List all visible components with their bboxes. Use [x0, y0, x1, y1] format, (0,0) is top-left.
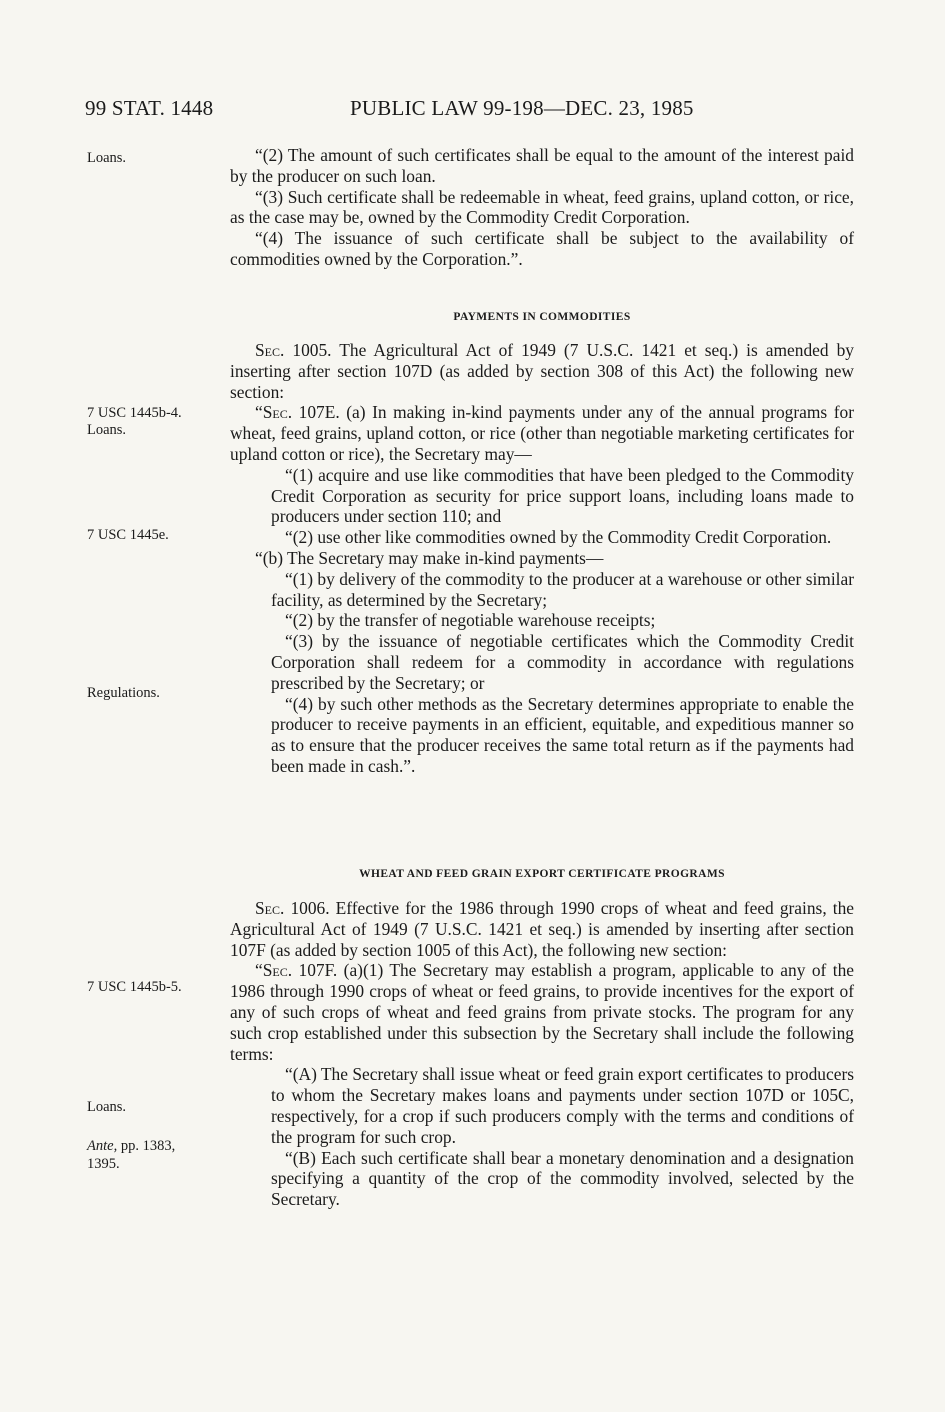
- paragraph: “(B) Each such certificate shall bear a monetary denomination and a designation specifying a quantity of the crop of the commodity involved, selected by the Secretary.: [271, 1147, 854, 1210]
- paragraph: [230, 960, 854, 1064]
- body-block-1: [230, 145, 854, 270]
- paragraph: [230, 340, 854, 402]
- sec-text: 107E. (a) In making in-kind payments under any of the annual programs for wheat, feed grains, upland cotton, or rice (other than negotiable marketing certificates for upland cotton or rice), the Secretary may—: [230, 402, 854, 464]
- margin-note-ante-page: 1395.: [87, 1156, 120, 1172]
- sec-text: 1006. Effective for the 1986 through 1990 crops of wheat and feed grains, the Agricultural Act of 1949 (7 U.S.C. 1421 et seq.) is amended by inserting after section 107F (as added by section 1005 of this Act), the following new section:: [230, 898, 854, 960]
- sec-text: 107F. (a)(1) The Secretary may establish a program, applicable to any of the 1986 through 1990 crops of wheat or feed grains, to provide incentives for the export of any of such crops of wheat and feed grains from private stocks. The program for any such crop established under this subsection by the Secretary shall include the following terms:: [230, 960, 854, 1064]
- paragraph: “(3) by the issuance of negotiable certificates which the Commodity Credit Corporation shall redeem for a commodity in accordance with regulations prescribed by the Secretary; or: [271, 631, 854, 693]
- margin-note-loans: Loans.: [87, 150, 127, 166]
- paragraph: “(2) use other like commodities owned by the Commodity Credit Corporation.: [285, 527, 832, 548]
- paragraph: “(1) acquire and use like commodities that have been pledged to the Commodity Credit Corporation as security for price support loans, including loans made to producers under section 110; and: [271, 464, 854, 527]
- margin-note-regulations: Regulations.: [87, 685, 160, 701]
- sec-label: Sec.: [255, 898, 285, 918]
- ante-italic: Ante,: [87, 1138, 118, 1154]
- section-heading: PAYMENTS IN COMMODITIES: [453, 311, 631, 323]
- paragraph: “(2) by the transfer of negotiable warehouse receipts;: [285, 610, 656, 631]
- margin-note-loans: Loans.: [87, 422, 127, 438]
- running-head: PUBLIC LAW 99-198—DEC. 23, 1985: [350, 96, 694, 120]
- margin-note-ante: [87, 1137, 217, 1155]
- margin-note-loans: Loans.: [87, 1099, 127, 1115]
- page-reference: 99 STAT. 1448: [85, 96, 214, 120]
- paragraph: “(4) by such other methods as the Secretary determines appropriate to enable the producer to receive payments in an efficient, equitable, and expeditious manner so as to ensure that the producer receives the same total return as if the payments had been made in cash.”.: [271, 693, 854, 776]
- margin-note-usc: 7 USC 1445b-4.: [87, 405, 182, 421]
- sec-label: Sec.: [255, 340, 285, 360]
- paragraph: “(2) The amount of such certificates shall be equal to the amount of the interest paid by the producer on such loan.: [230, 145, 854, 186]
- paragraph: “(A) The Secretary shall issue wheat or feed grain export certificates to producers to whom the Secretary makes loans and payments under section 107D or 105C, respectively, for a crop if such producers comply with the terms and conditions of the program for such crop.: [271, 1064, 854, 1147]
- sec-text: 1005. The Agricultural Act of 1949 (7 U.S.C. 1421 et seq.) is amended by inserting after section 107D (as added by section 308 of this Act) the following new section:: [230, 340, 854, 402]
- margin-note-usc: 7 USC 1445e.: [87, 527, 169, 543]
- paragraph: [230, 402, 854, 464]
- ante-pages: pp. 1383,: [117, 1138, 176, 1154]
- paragraph: “(4) The issuance of such certificate shall be subject to the availability of commodities owned by the Corporation.”.: [230, 228, 854, 269]
- sec-label: “Sec.: [255, 960, 293, 981]
- paragraph: “(1) by delivery of the commodity to the producer at a warehouse or other similar facility, as determined by the Secretary;: [271, 568, 854, 610]
- paragraph: [230, 898, 854, 960]
- section-heading: WHEAT AND FEED GRAIN EXPORT CERTIFICATE PROGRAMS: [359, 868, 725, 880]
- sec-label: “Sec.: [255, 402, 293, 423]
- paragraph: “(3) Such certificate shall be redeemable in wheat, feed grains, upland cotton, or rice, as the case may be, owned by the Commodity Credit Corporation.: [230, 186, 854, 228]
- margin-note-usc: 7 USC 1445b-5.: [87, 979, 182, 995]
- paragraph: “(b) The Secretary may make in-kind payments—: [255, 547, 604, 568]
- section-1006: [230, 898, 854, 1210]
- section-1005: [230, 340, 854, 777]
